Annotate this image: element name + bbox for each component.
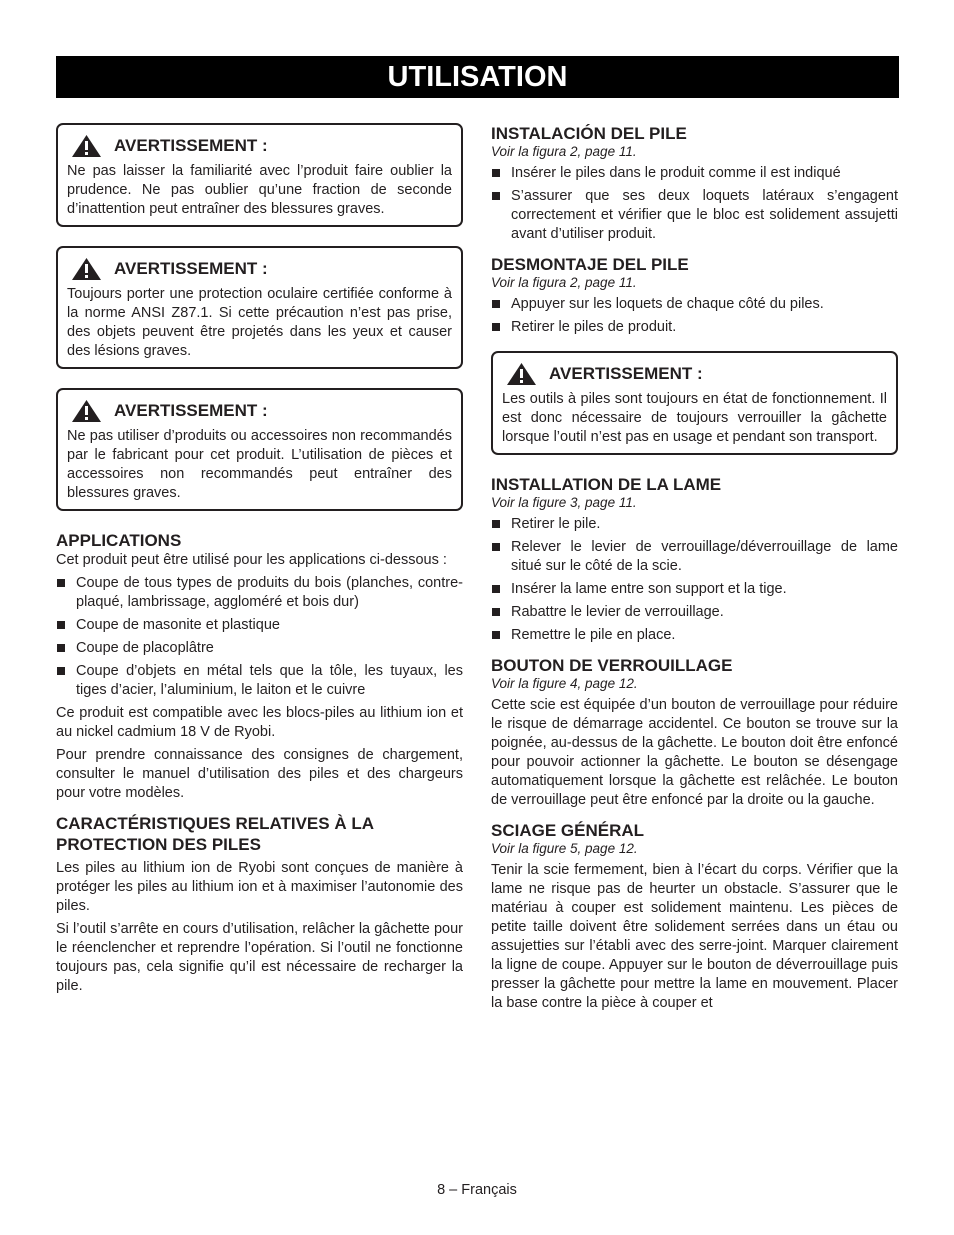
warning-title: AVERTISSEMENT : <box>114 259 268 278</box>
page-footer: 8 – Français <box>437 1182 517 1198</box>
list-item: Coupe de placoplâtre <box>56 639 463 658</box>
warning-title: AVERTISSEMENT : <box>549 364 703 383</box>
lame-section <box>491 474 898 645</box>
right-column <box>491 123 898 1023</box>
paragraph: Pour prendre connaissance des consignes de chargement, consulter le manuel d’utilisation des piles et des chargeurs pour votre modèles. <box>56 747 463 801</box>
applications-section <box>56 530 463 803</box>
list-item: Coupe d’objets en métal tels que la tôle, les tuyaux, les tiges d’acier, l’aluminium, le laiton et le cuivre <box>56 662 463 700</box>
warning-text: Ne pas utiliser d’produits ou accessoires non recommandés par le fabricant pour cet produit. L’utilisation de pièces et accessoires non recommandés peut entraîner des blessures graves. <box>67 428 452 501</box>
paragraph: Ce produit est compatible avec les blocs-piles au lithium ion et au nickel cadmium 18 V de Ryobi. <box>56 705 463 740</box>
bullet-list <box>491 515 898 645</box>
bouton-section <box>491 655 898 810</box>
bullet-list <box>491 295 898 337</box>
warning-text: Les outils à piles sont toujours en état de fonctionnement. Il est donc nécessaire de toujours verrouiller la gâchette lorsque l’outil n’est pas en usage et pendant son transport. <box>502 391 887 445</box>
section-heading: DESMONTAJE DEL PILE <box>491 255 689 274</box>
left-column <box>56 123 463 1006</box>
instalacion-section <box>491 123 898 244</box>
bullet-list <box>491 164 898 244</box>
section-heading: SCIAGE GÉNÉRAL <box>491 821 645 840</box>
warning-triangle-icon <box>71 134 102 158</box>
paragraph: Cette scie est équipée d’un bouton de verrouillage pour réduire le risque de démarrage accidentel. Ce bouton se trouve sur la poignée, au-dessus de la gâchette. Le bouton doit être enfoncé pour pouvoir actionner la gâchette. Le bouton se désengage automatiquement lorsque la gâchette est relâchée. Le bouton de verrouillage peut être enfoncé par la droite ou la gauche. <box>491 697 898 808</box>
figure-reference: Voir la figure 3, page 11. <box>491 495 637 510</box>
warning-box-4 <box>491 351 898 455</box>
list-item: Insérer le piles dans le produit comme il est indiqué <box>491 164 898 183</box>
list-item: S’assurer que ses deux loquets latéraux s’engagent correctement et vérifier que le bloc est solidement assujetti avant d’utiliser produit. <box>491 187 898 244</box>
figure-reference: Voir la figure 4, page 12. <box>491 676 638 691</box>
desmontaje-section <box>491 254 898 337</box>
section-heading: CARACTÉRISTIQUES RELATIVES À LA PROTECTION DES PILES <box>56 814 374 854</box>
section-heading: INSTALACIÓN DEL PILE <box>491 124 687 143</box>
list-item: Rabattre le levier de verrouillage. <box>491 603 898 622</box>
figure-reference: Voir la figure 5, page 12. <box>491 841 638 856</box>
section-heading: BOUTON DE VERROUILLAGE <box>491 656 733 675</box>
warning-text: Ne pas laisser la familiarité avec l’produit faire oublier la prudence. Ne pas oublier qu’une fraction de seconde d’inattention peut entraîner des blessures graves. <box>67 163 452 217</box>
bullet-list <box>56 574 463 700</box>
section-heading: INSTALLATION DE LA LAME <box>491 475 722 494</box>
protection-section <box>56 813 463 996</box>
paragraph: Cet produit peut être utilisé pour les applications ci-dessous : <box>56 552 447 568</box>
warning-title: AVERTISSEMENT : <box>114 401 268 420</box>
list-item: Remettre le pile en place. <box>491 626 898 645</box>
paragraph: Les piles au lithium ion de Ryobi sont conçues de manière à protéger les piles au lithium ion et à maximiser l’autonomie des piles. <box>56 860 463 914</box>
figure-reference: Voir la figura 2, page 11. <box>491 275 637 290</box>
section-heading: APPLICATIONS <box>56 531 182 550</box>
warning-triangle-icon <box>71 257 102 281</box>
warning-box-1 <box>56 123 463 227</box>
warning-triangle-icon <box>506 362 537 386</box>
paragraph: Tenir la scie fermement, bien à l’écart du corps. Vérifier que la lame ne risque pas de heurter un obstacle. S’assurer que le matériau à couper est solidement maintenu. Les pièces de petite taille doivent être solidement serrées dans un étau ou assujetties sur l’établi avec des serre-joint. Marquer clairement la ligne de coupe. Appuyer sur le bouton de déverrouillage puis presser la gâchette pour mettre la lame en mouvement. Placer la base contre la pièce à couper et <box>491 862 898 1011</box>
list-item: Coupe de masonite et plastique <box>56 616 463 635</box>
warning-box-2 <box>56 246 463 369</box>
warning-box-3 <box>56 388 463 511</box>
list-item: Appuyer sur les loquets de chaque côté du piles. <box>491 295 898 314</box>
list-item: Insérer la lame entre son support et la tige. <box>491 580 898 599</box>
sciage-section <box>491 820 898 1013</box>
warning-text: Toujours porter une protection oculaire certifiée conforme à la norme ANSI Z87.1. Si cette précaution n’est pas prise, des objets peuvent être projetés dans les yeux et causer des lésions graves. <box>67 286 452 359</box>
figure-reference: Voir la figura 2, page 11. <box>491 144 637 159</box>
page-title: UTILISATION <box>56 56 899 98</box>
warning-triangle-icon <box>71 399 102 423</box>
list-item: Retirer le pile. <box>491 515 898 534</box>
warning-title: AVERTISSEMENT : <box>114 136 268 155</box>
list-item: Relever le levier de verrouillage/déverrouillage de lame situé sur le côté de la scie. <box>491 538 898 576</box>
paragraph: Si l’outil s’arrête en cours d’utilisation, relâcher la gâchette pour le réenclencher et reprendre l’opération. Si l’outil ne fonctionne toujours pas, cela signifie qu’il est nécessaire de recharger la pile. <box>56 921 463 994</box>
list-item: Coupe de tous types de produits du bois (planches, contre-plaqué, lambrissage, aggloméré et bois dur) <box>56 574 463 612</box>
list-item: Retirer le piles de produit. <box>491 318 898 337</box>
